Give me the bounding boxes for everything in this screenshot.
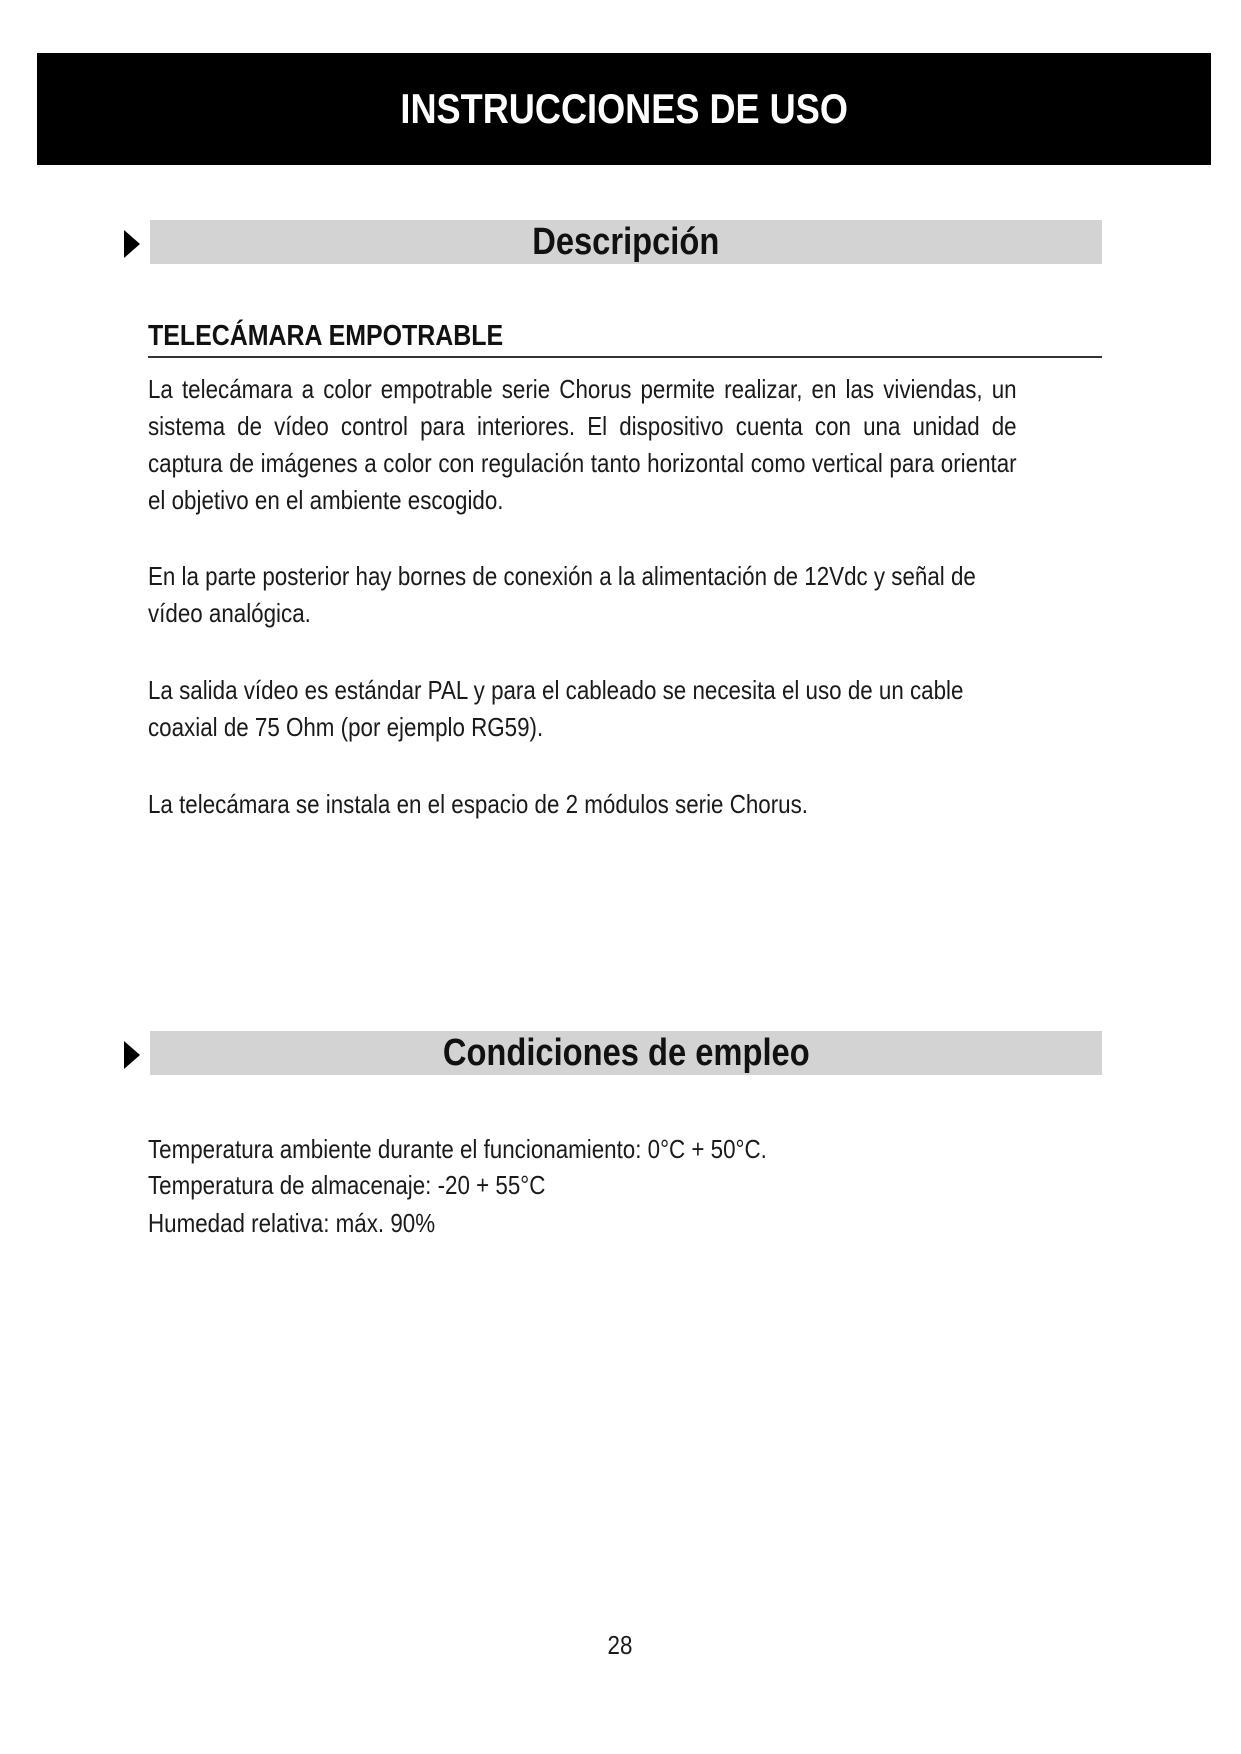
paragraph-bornes: En la parte posterior hay bornes de conexión a la alimentación de 12Vdc y señal de vídeo analógica. <box>148 561 976 628</box>
triangle-arrow-icon <box>124 230 140 258</box>
condition-humedad: Humedad relativa: máx. 90% <box>148 1208 436 1238</box>
section-heading-condiciones <box>124 1031 1102 1077</box>
subheading-telecamara <box>148 316 1102 358</box>
header-bar <box>37 53 1211 165</box>
paragraph-intro: La telecámara a color empotrable serie Chorus permite realizar, en las viviendas, un sistema de vídeo control para interiores. El dispositivo cuenta con una unidad de captura de imágenes a color con regulación tanto horizontal como vertical para orientar el objetivo en el ambiente escogido. <box>148 374 1017 515</box>
section-band <box>150 220 1102 264</box>
paragraph-salida-video: La salida vídeo es estándar PAL y para el cableado se necesita el uso de un cable coaxial de 75 Ohm (por ejemplo RG59). <box>148 675 964 742</box>
paragraph-instalacion: La telecámara se instala en el espacio de 2 módulos serie Chorus. <box>148 789 808 819</box>
subheading-text: TELECÁMARA EMPOTRABLE <box>148 320 504 352</box>
section-title-descripcion: Descripción <box>532 220 720 263</box>
page-title: INSTRUCCIONES DE USO <box>400 85 848 132</box>
section-title-condiciones: Condiciones de empleo <box>442 1031 810 1074</box>
section-band <box>150 1031 1102 1075</box>
condition-temperatura-funcionamiento: Temperatura ambiente durante el funcionamiento: 0°C + 50°C. <box>148 1134 767 1164</box>
page-number: 28 <box>607 1630 633 1660</box>
section-heading-descripcion <box>124 220 1102 266</box>
triangle-arrow-icon <box>124 1041 140 1069</box>
condition-temperatura-almacenaje: Temperatura de almacenaje: -20 + 55°C <box>148 1170 546 1200</box>
